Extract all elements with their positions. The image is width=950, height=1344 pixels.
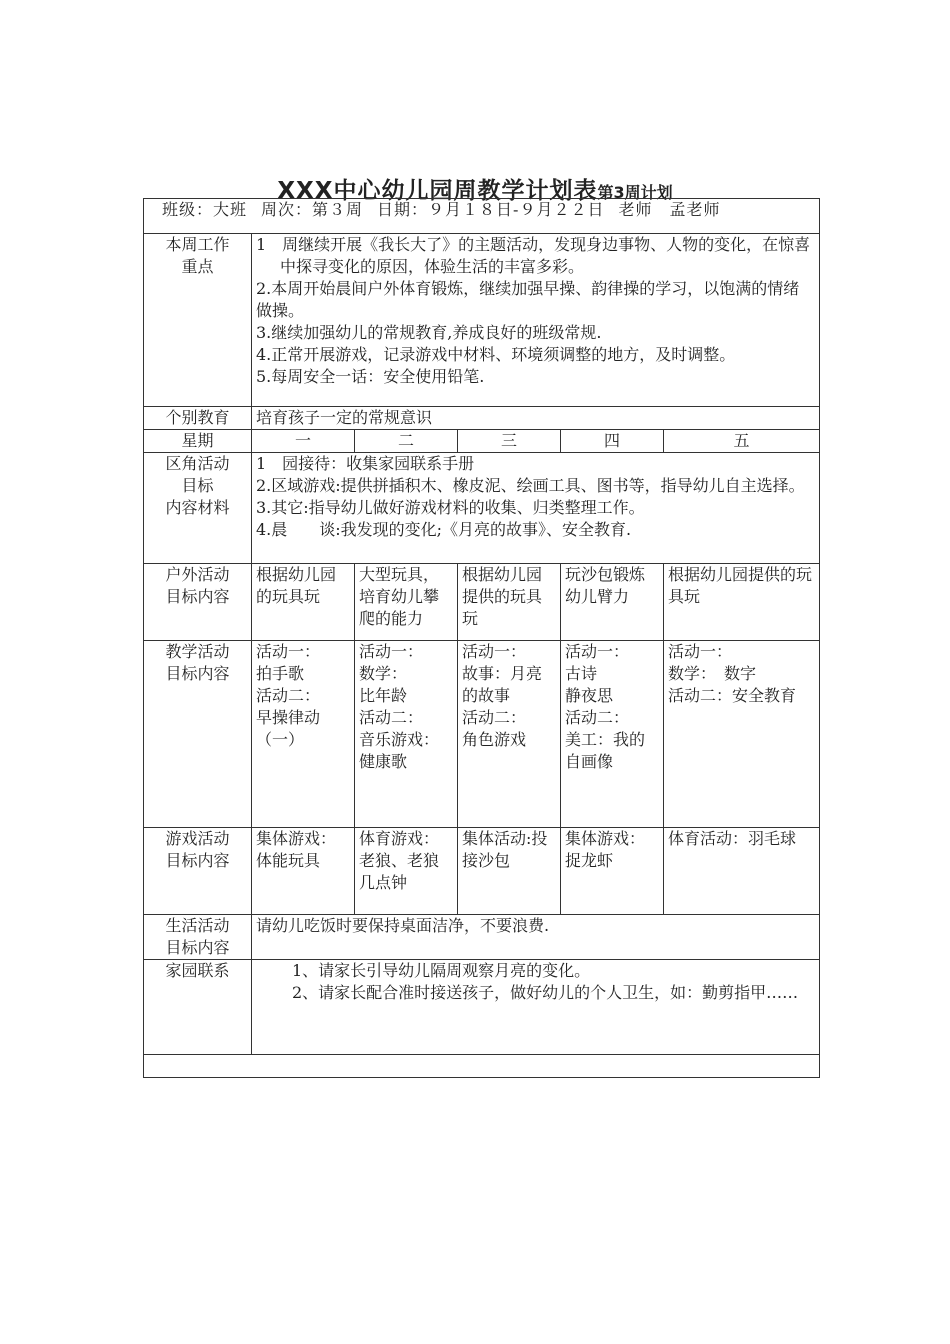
outdoor-day: 根据幼儿园提供的玩具玩: [664, 564, 820, 641]
title-main: XXX中心幼儿园周教学计划表: [277, 178, 598, 204]
outdoor-day: 根据幼儿园的玩具玩: [252, 564, 355, 641]
focus-content: [252, 234, 820, 407]
games-day: 集体活动:投接沙包: [458, 828, 561, 915]
individual-row: [144, 407, 820, 430]
title-sub: 第3周计划: [597, 183, 673, 202]
date-info: 日期：９月１８日-９月２２日: [377, 200, 605, 219]
games-row: [144, 828, 820, 915]
games-label: 游戏活动 目标内容: [144, 828, 252, 915]
individual-label: 个别教育: [144, 407, 252, 430]
teacher-info: 老师 孟老师: [618, 200, 721, 219]
focus-item: 4.正常开展游戏，记录游戏中材料、环境须调整的地方，及时调整。: [256, 345, 736, 364]
focus-item: 1 周继续开展《我长大了》的主题活动，发现身边事物、人物的变化，在惊喜中探寻变化的原因，体验生活的丰富多彩。: [256, 235, 811, 276]
home-label: 家园联系: [144, 960, 252, 1055]
games-day: 体育活动：羽毛球: [664, 828, 820, 915]
empty-row: [144, 1055, 820, 1078]
life-row: [144, 915, 820, 960]
class-info: 班级：大班: [162, 200, 248, 219]
teaching-row: [144, 641, 820, 828]
header-row: [144, 199, 820, 234]
corner-item: 2.区域游戏:提供拼插积木、橡皮泥、绘画工具、图书等，指导幼儿自主选择。: [256, 476, 805, 495]
outdoor-row: [144, 564, 820, 641]
teaching-day: 活动一： 古诗 静夜思 活动二： 美工：我的自画像: [561, 641, 664, 828]
outdoor-day: 大型玩具，培育幼儿攀爬的能力: [355, 564, 458, 641]
focus-item: 5.每周安全一话：安全使用铅笔.: [256, 367, 485, 386]
home-content: [252, 960, 820, 1055]
teaching-label: 教学活动 目标内容: [144, 641, 252, 828]
teaching-day: 活动一： 数学： 数字 活动二：安全教育: [664, 641, 820, 828]
weekday-header: 五: [664, 430, 820, 453]
home-row: [144, 960, 820, 1055]
outdoor-day: 玩沙包锻炼幼儿臂力: [561, 564, 664, 641]
outdoor-day: 根据幼儿园提供的玩具玩: [458, 564, 561, 641]
individual-text: 培育孩子一定的常规意识: [252, 407, 820, 430]
teaching-day: 活动一： 拍手歌 活动二： 早操律动 （一）: [252, 641, 355, 828]
games-day: 集体游戏：捉龙虾: [561, 828, 664, 915]
focus-item: 3.继续加强幼儿的常规教育,养成良好的班级常规.: [256, 323, 602, 342]
games-day: 集体游戏：体能玩具: [252, 828, 355, 915]
corner-item: 1 园接待：收集家园联系手册: [256, 454, 475, 473]
corner-row: [144, 453, 820, 564]
week-info: 周次：第３周: [261, 200, 364, 219]
corner-item: 4.晨 谈:我发现的变化;《月亮的故事》、安全教育.: [256, 520, 632, 539]
home-item: 2、请家长配合准时接送孩子，做好幼儿的个人卫生，如：勤剪指甲……: [292, 983, 799, 1002]
teaching-day: 活动一： 数学： 比年龄 活动二： 音乐游戏：健康歌: [355, 641, 458, 828]
weekday-header: 二: [355, 430, 458, 453]
weekday-label: 星期: [144, 430, 252, 453]
weekday-header: 三: [458, 430, 561, 453]
games-day: 体育游戏：老狼、老狼几点钟: [355, 828, 458, 915]
weekday-header: 四: [561, 430, 664, 453]
home-item: 1、请家长引导幼儿隔周观察月亮的变化。: [292, 961, 591, 980]
teaching-day: 活动一： 故事：月亮的故事 活动二： 角色游戏: [458, 641, 561, 828]
corner-label: 区角活动 目标 内容材料: [144, 453, 252, 564]
weekday-row: [144, 430, 820, 453]
corner-item: 3.其它:指导幼儿做好游戏材料的收集、归类整理工作。: [256, 498, 645, 517]
focus-row: [144, 234, 820, 407]
life-label: 生活活动 目标内容: [144, 915, 252, 960]
focus-label: 本周工作重点: [144, 234, 252, 407]
header-info: [148, 199, 815, 221]
corner-content: [252, 453, 820, 564]
life-text: 请幼儿吃饭时要保持桌面洁净，不要浪费.: [252, 915, 820, 960]
weekly-plan-table: [143, 198, 820, 1078]
focus-item: 2.本周开始晨间户外体育锻炼，继续加强早操、韵律操的学习，以饱满的情绪做操。: [256, 279, 800, 320]
outdoor-label: 户外活动 目标内容: [144, 564, 252, 641]
weekday-header: 一: [252, 430, 355, 453]
